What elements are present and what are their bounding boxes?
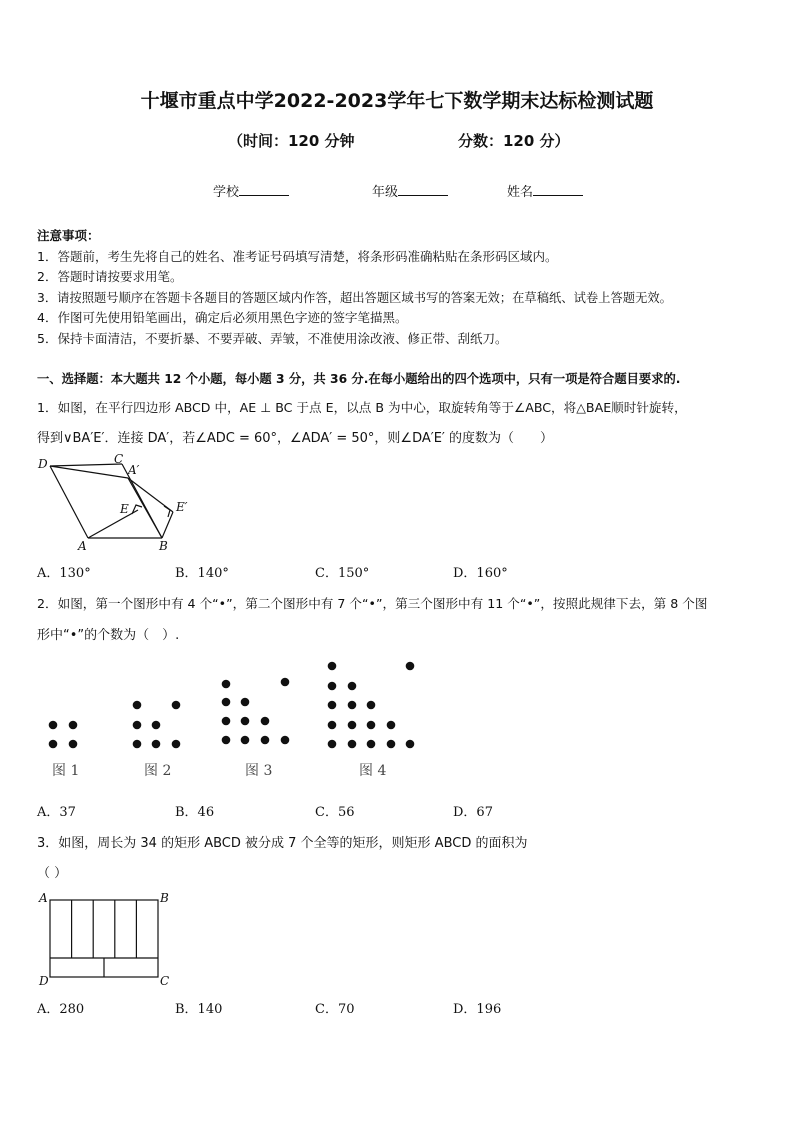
q3-text-line2: （ ） <box>37 866 68 881</box>
section-heading: 一、选择题：本大题共 12 个小题，每小题 3 分，共 36 分.在每小题给出的四个选项中，只有一项是符合题目要求的. <box>37 372 681 386</box>
exam-title: 十堰市重点中学2022-2023学年七下数学期末达标检测试题 <box>140 90 654 112</box>
q3-label-d: D <box>39 974 49 988</box>
q1-option-b[interactable]: B．140° <box>175 566 229 581</box>
q2-dots <box>49 662 415 749</box>
q2-fig3-label: 图 3 <box>245 763 273 779</box>
q1-label-b: B <box>159 539 168 553</box>
q2-fig4-label: 图 4 <box>359 763 387 779</box>
q1-label-a-prime: A′ <box>128 463 140 477</box>
exam-score: 分数：120 分） <box>458 132 570 150</box>
q2-option-d[interactable]: D．67 <box>453 805 493 820</box>
q1-text-line2: 得到∨BA′E′．连接 DA′，若∠ADC = 60°，∠ADA′ = 50°，则∠DA′E′ 的度数为（ ） <box>37 431 553 446</box>
q1-text-line1: 1．如图，在平行四边形 ABCD 中，AE ⊥ BC 于点 E，以点 B 为中心，取旋转角等于∠ABC，将△BAE顺时针旋转， <box>37 400 687 415</box>
notice-heading: 注意事项： <box>37 228 100 243</box>
notice-item: 1．答题前，考生先将自己的姓名、准考证号码填写清楚，将条形码准确粘贴在条形码区域内。 <box>37 249 558 264</box>
q3-option-c[interactable]: C．70 <box>315 1002 355 1017</box>
q1-label-c: C <box>114 452 124 466</box>
exam-time: （时间：120 分钟 <box>228 132 355 150</box>
q2-text-line1: 2．如图，第一个图形中有 4 个“•”，第二个图形中有 7 个“•”，第三个图形中有 11 个“•”，按照此规律下去，第 8 个图 <box>37 596 708 611</box>
q1-label-d: D <box>38 457 48 471</box>
q3-label-b: B <box>160 891 169 905</box>
notice-item: 5．保持卡面清洁，不要折暴、不要弄破、弄皱，不准使用涂改液、修正带、刮纸刀。 <box>37 331 508 346</box>
grade-field <box>372 181 448 200</box>
q1-option-c[interactable]: C．150° <box>315 566 370 581</box>
q2-fig1-label: 图 1 <box>52 763 80 779</box>
q2-option-b[interactable]: B．46 <box>175 805 215 820</box>
q3-option-b[interactable]: B．140 <box>175 1002 223 1017</box>
q1-label-a: A <box>78 539 87 553</box>
q3-option-d[interactable]: D．196 <box>453 1002 502 1017</box>
q1-figure <box>36 452 196 556</box>
notice-item: 2．答题时请按要求用笔。 <box>37 269 183 284</box>
q2-option-c[interactable]: C．56 <box>315 805 355 820</box>
grade-blank[interactable] <box>398 183 448 196</box>
q1-label-e: E <box>120 502 129 516</box>
q1-label-e-prime: E′ <box>176 500 188 514</box>
name-blank[interactable] <box>533 183 583 196</box>
q3-option-a[interactable]: A．280 <box>37 1002 85 1017</box>
q1-option-a[interactable]: A．130° <box>37 566 91 581</box>
q2-option-a[interactable]: A．37 <box>37 805 76 820</box>
q3-figure <box>36 890 176 990</box>
notice-item: 3．请按照题号顺序在答题卡各题目的答题区域内作答，超出答题区域书写的答案无效；在草稿纸、试卷上答题无效。 <box>37 291 672 305</box>
school-blank[interactable] <box>239 183 289 196</box>
school-label: 学校 <box>213 185 240 200</box>
name-label: 姓名 <box>507 185 534 200</box>
school-field <box>213 181 289 200</box>
q3-text-line1: 3．如图，周长为 34 的矩形 ABCD 被分成 7 个全等的矩形，则矩形 ABCD 的面积为 <box>37 836 528 851</box>
q3-label-c: C <box>160 974 170 988</box>
grade-label: 年级 <box>372 185 399 200</box>
q2-figure <box>36 650 436 782</box>
name-field <box>507 181 583 200</box>
q3-label-a: A <box>39 891 48 905</box>
q1-option-d[interactable]: D．160° <box>453 566 508 581</box>
notice-item: 4．作图可先使用铅笔画出，确定后必须用黑色字迹的签字笔描黑。 <box>37 310 408 325</box>
q2-text-line2: 形中“•”的个数为（ ）. <box>37 628 180 643</box>
q2-fig2-label: 图 2 <box>144 763 172 779</box>
